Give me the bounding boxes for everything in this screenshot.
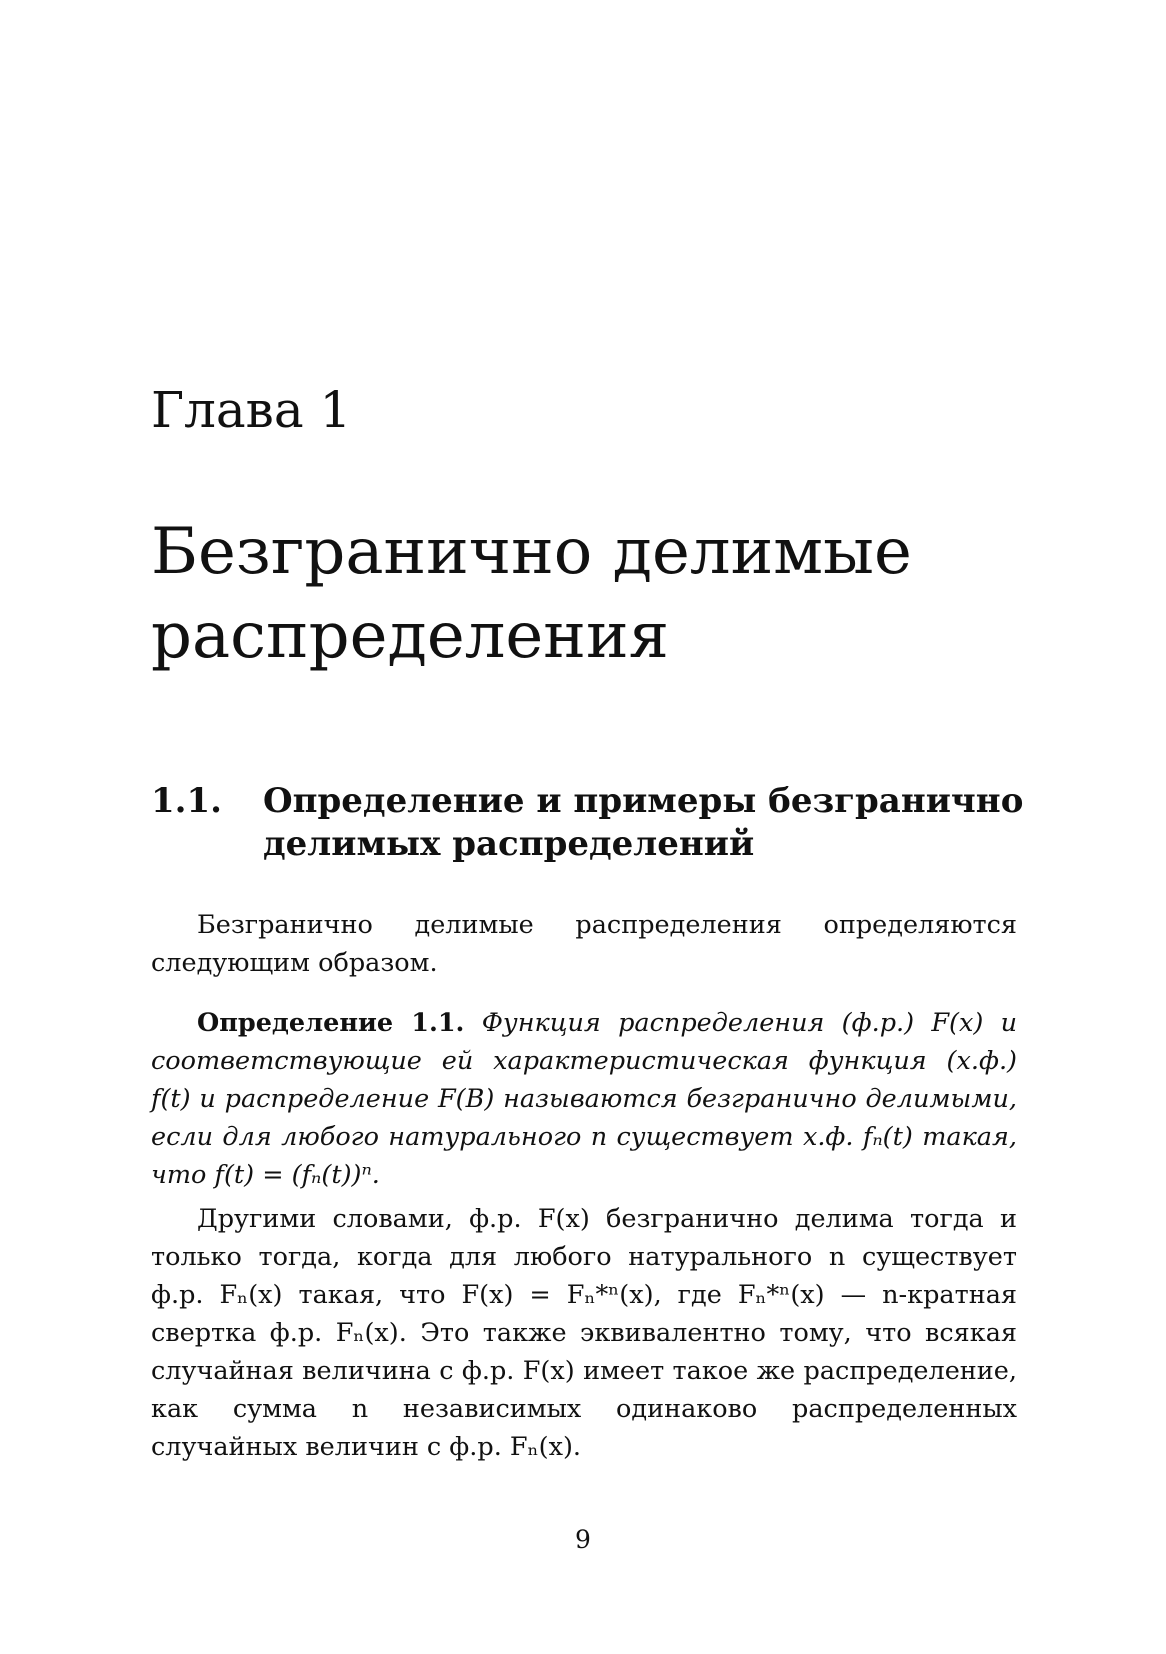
- definition-label: Определение 1.1.: [197, 1008, 465, 1038]
- chapter-label: Глава 1: [151, 381, 352, 439]
- section-heading: [151, 780, 1031, 866]
- explanation-paragraph: Другими словами, ф.р. F(x) безгранично делима тогда и только тогда, когда для любого натурального n существует ф.р. Fₙ(x) такая, что F(x) = Fₙ*ⁿ(x), где Fₙ*ⁿ(x) — n-кратная свертка ф.р. Fₙ(x). Это также эквивалентно тому, что всякая случайная величина с ф.р. F(x) имеет такое же распределение, как сумма n независимых одинаково распределенных случайных величин с ф.р. Fₙ(x).: [151, 1204, 1017, 1462]
- page-number: 9: [575, 1525, 591, 1554]
- definition-text: Функция распределения (ф.р.) F(x) и соответствующие ей характеристическая функция (х.ф.) f(t) и распределение F(B) называются безгранично делимыми, если для любого натурального n существует х.ф. fₙ(t) такая, что f(t) = (fₙ(t))ⁿ.: [151, 1008, 1018, 1190]
- intro-paragraph: Безгранично делимые распределения определяются следующим образом.: [151, 910, 1017, 978]
- section-title: Определение и примеры безгранично делимых распределений: [263, 781, 1024, 864]
- definition-paragraph: [151, 1004, 1017, 1194]
- section-number: 1.1.: [151, 781, 222, 821]
- chapter-title: Безгранично делимые распределения: [151, 515, 912, 673]
